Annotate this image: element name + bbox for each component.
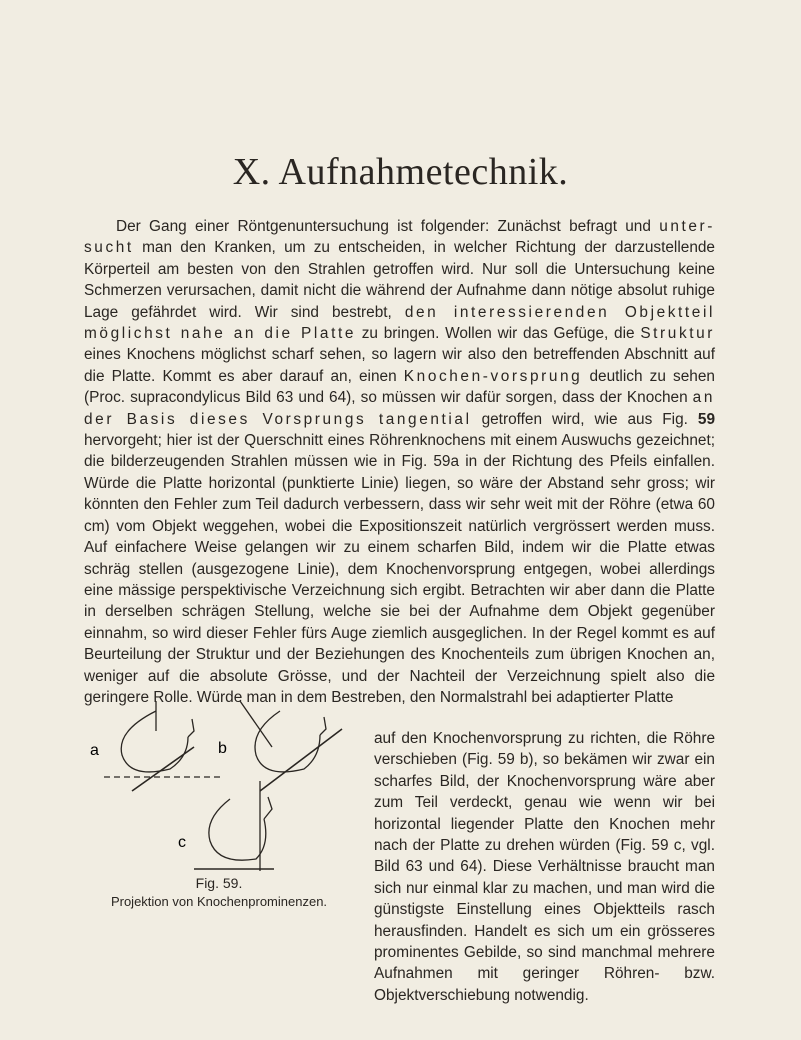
figure-caption: Projektion von Knochenprominenzen. (110, 894, 328, 909)
text-run: 59 (697, 410, 716, 428)
bone-prominence-b (320, 717, 326, 735)
text-run: eines Knochens möglichst scharf sehen, so lagern wir also den betreffenden Abschnitt auf die Platte. Kommt es aber darauf an, einen (84, 346, 715, 385)
body-paragraph (84, 216, 715, 708)
figure-59 (84, 695, 364, 885)
text-run: unter-sucht (84, 218, 715, 257)
side-paragraph: auf den Knochenvorsprung zu richten, die Röhre verschieben (Fig. 59 b), so bekämen wir zwar ein scharfes Bild, der Knochenvorsprung wäre aber zum Teil verdeckt, genau wie wenn wir bei horizontal liegender Platte den Knochen mehr nach der Platte zu drehen würden (Fig. 59 c, vgl. Bild 63 und 64). Diese Verhältnisse braucht man sich nur einmal klar zu machen, und man wird die günstigste Einstellung eines Objektteils rasch herausfinden. Handelt es sich um ein grösseres prominentes Gebilde, so sind manchmal mehrere Aufnahmen mit geringer Röhren- bzw. Objektverschiebung notwendig. (374, 730, 715, 1004)
bone-prominence-c (264, 797, 272, 819)
text-run: hervorgeht; hier ist der Querschnitt eines Röhrenknochens mit einem Auswuchs gezeichnet; die bilderzeugenden Strahlen müssen wie in Fig. 59a in der Richtung des Pfeils einfallen. Würde die Platte horizontal (punktierte Linie) liegen, so wäre der Abstand sehr gross; wir könnten den Fehler zum Teil dadurch verbessern, dass wir sehr weit mit der Röhre (etwa 60 cm) vom Objekt weggehen, wobei die Expositionszeit natürlich vergrössert werden muss. Auf einfachere Weise gelangen wir zu einem scharfen Bild, indem wir die Platte etwas schräg stellen (ausgezogene Linie), dem Knochenvorsprung entgegen, wobei allerdings eine mässige perspektivische Verzeichnung sich ergibt. Betrachten wir aber dann die Platte in derselben schrägen Stellung, welche sie bei der Aufnahme dem Objekt gegenüber einnahm, so wird dieser Fehler fürs Auge ziemlich ausgeglichen. In der Regel kommt es auf Beurteilung der Struktur und der Beziehungen des Knochenteils zum übrigen Knochen an, weniger auf die absolute Grösse, und der Nachteil der Verzeichnung spielt also die geringere Rolle. Würde man in dem Bestreben, den Normalstrahl bei adaptierter Platte (84, 432, 715, 706)
bone-outline-a (121, 711, 188, 772)
text-run: den interessierenden Objektteil möglichst nahe an die Platte (84, 303, 715, 343)
text-run: getroffen wird, wie aus Fig. (471, 410, 698, 428)
text-run: man den Kranken, um zu entscheiden, in welcher Richtung der darzustellende Körperteil am besten von den Strahlen getroffen wird. Nur soll die Untersuchung keine Schmerzen verursachen, damit nicht die während der Aufnahme dann nötige absolut ruhige Lage gefährdet wird. Wir sind bestrebt, (84, 239, 715, 321)
text-run: Knochen-vorsprung (403, 367, 583, 385)
label-c: c (178, 834, 186, 851)
plate-oblique-b (260, 729, 342, 791)
text-run: Der Gang einer Röntgenuntersuchung ist folgender: Zunächst befragt und (116, 218, 660, 235)
label-a: a (90, 742, 99, 759)
plate-oblique-a (132, 747, 194, 791)
text-run: zu bringen. Wollen wir das Gefüge, die (356, 325, 641, 343)
bone-outline-c (209, 799, 266, 860)
figure-number: Fig. 59. (195, 875, 243, 891)
bone-outline-b (255, 711, 320, 772)
label-b: b (218, 740, 227, 757)
page-title: X. Aufnahmetechnik. (232, 151, 569, 193)
text-run: deutlich zu sehen (Proc. supracondylicus Bild 63 und 64), so müssen wir dafür sorgen, dass der Knochen (84, 367, 715, 407)
text-run: Struktur (640, 325, 715, 343)
bone-projection-diagram (84, 695, 364, 885)
bone-prominence-a (188, 719, 194, 737)
text-run: an der Basis dieses Vorsprungs tangential (84, 389, 715, 428)
